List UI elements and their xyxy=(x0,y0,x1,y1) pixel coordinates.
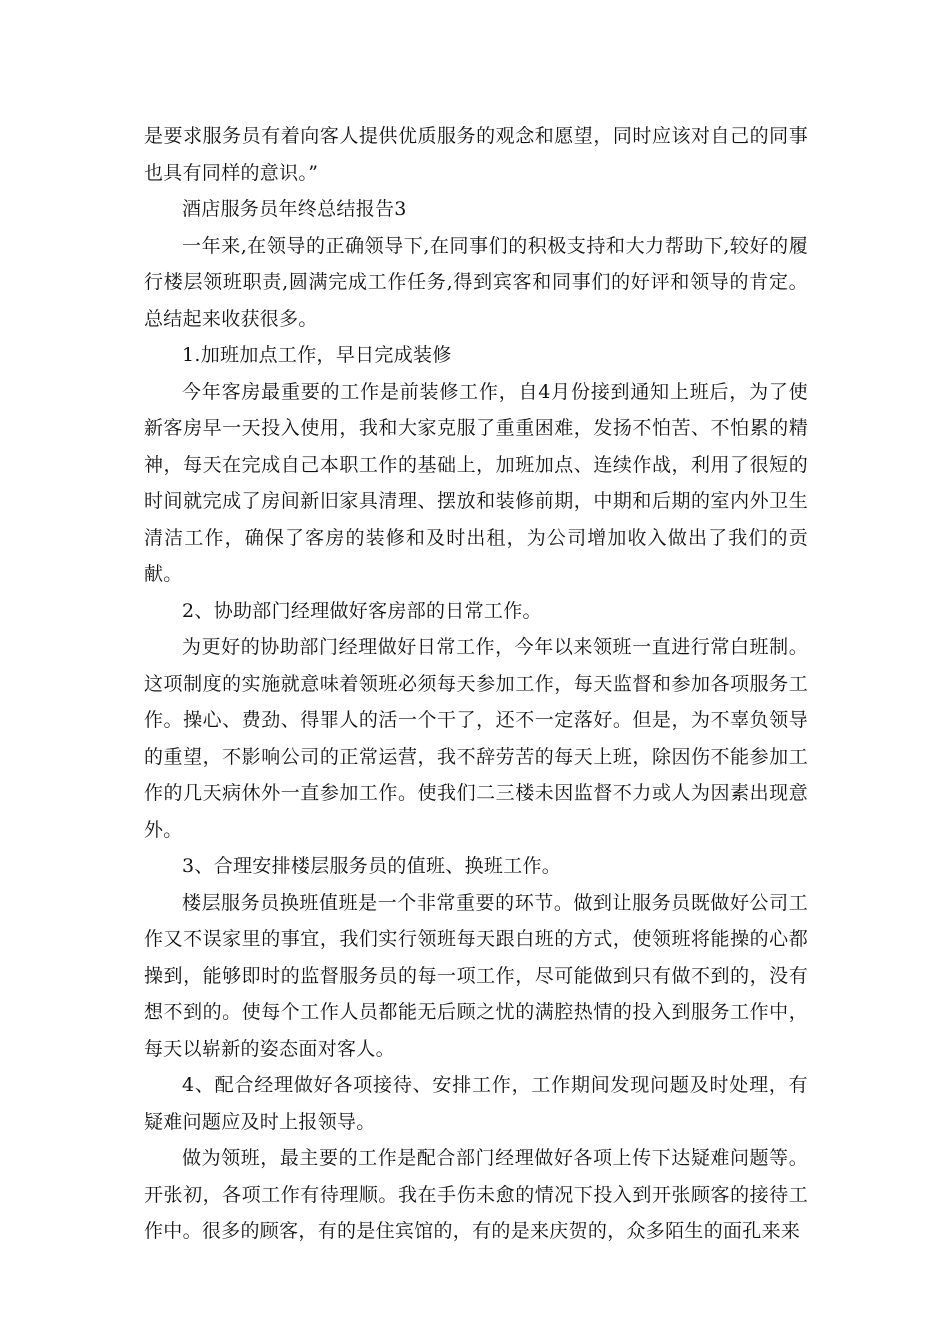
paragraph-intro-continuation: 是要求服务员有着向客人提供优质服务的观念和愿望，同时应该对自己的同事也具有同样的意识。” xyxy=(144,125,808,184)
paragraph-section-4: 做为领班，最主要的工作是配合部门经理做好各项上传下达疑难问题等。开张初，各项工作有待理顺。我在手伤未愈的情况下投入到开张顾客的接待工作中。很多的顾客，有的是住宾馆的，有的是来庆贺的，众多陌生的面孔来来 xyxy=(144,1147,808,1242)
paragraph-section-3: 楼层服务员换班值班是一个非常重要的环节。做到让服务员既做好公司工作又不误家里的事宜，我们实行领班每天跟白班的方式，使领班将能操的心都操到，能够即时的监督服务员的每一项工作，尽可能做到只有做不到的，没有想不到的。使每个工作人员都能无后顾之忧的满腔热情的投入到服务工作中，每天以崭新的姿态面对客人。 xyxy=(144,891,808,1060)
section-heading-2: 2、协助部门经理做好客房部的日常工作。 xyxy=(182,599,542,622)
section-heading-4: 4、配合经理做好各项接待、安排工作，工作期间发现问题及时处理，有疑难问题应及时上报领导。 xyxy=(144,1074,808,1133)
paragraph-section-2: 为更好的协助部门经理做好日常工作，今年以来领班一直进行常白班制。这项制度的实施就意味着领班必须每天参加工作，每天监督和参加各项服务工作。操心、费劲、得罪人的活一个干了，还不一定落好。但是，为不辜负领导的重望，不影响公司的正常运营，我不辞劳苦的每天上班，除因伤不能参加工作的几天病休外一直参加工作。使我们二三楼未因监督不力或人为因素出现意外。 xyxy=(144,636,808,841)
document-page xyxy=(144,118,808,1250)
report-title: 酒店服务员年终总结报告3 xyxy=(182,198,407,220)
section-heading-1: 1.加班加点工作，早日完成装修 xyxy=(182,344,452,366)
paragraph-section-1: 今年客房最重要的工作是前装修工作，自4月份接到通知上班后，为了使新客房早一天投入使用，我和大家克服了重重困难，发扬不怕苦、不怕累的精神，每天在完成自己本职工作的基础上，加班加点、连续作战，利用了很短的时间就完成了房间新旧家具清理、摆放和装修前期，中期和后期的室内外卫生清洁工作，确保了客房的装修和及时出租，为公司增加收入做出了我们的贡献。 xyxy=(144,380,808,585)
paragraph-overview: 一年来,在领导的正确领导下,在同事们的积极支持和大力帮助下,较好的履行楼层领班职责,圆满完成工作任务,得到宾客和同事们的好评和领导的肯定。总结起来收获很多。 xyxy=(144,234,808,330)
section-heading-3: 3、合理安排楼层服务员的值班、换班工作。 xyxy=(182,855,562,877)
